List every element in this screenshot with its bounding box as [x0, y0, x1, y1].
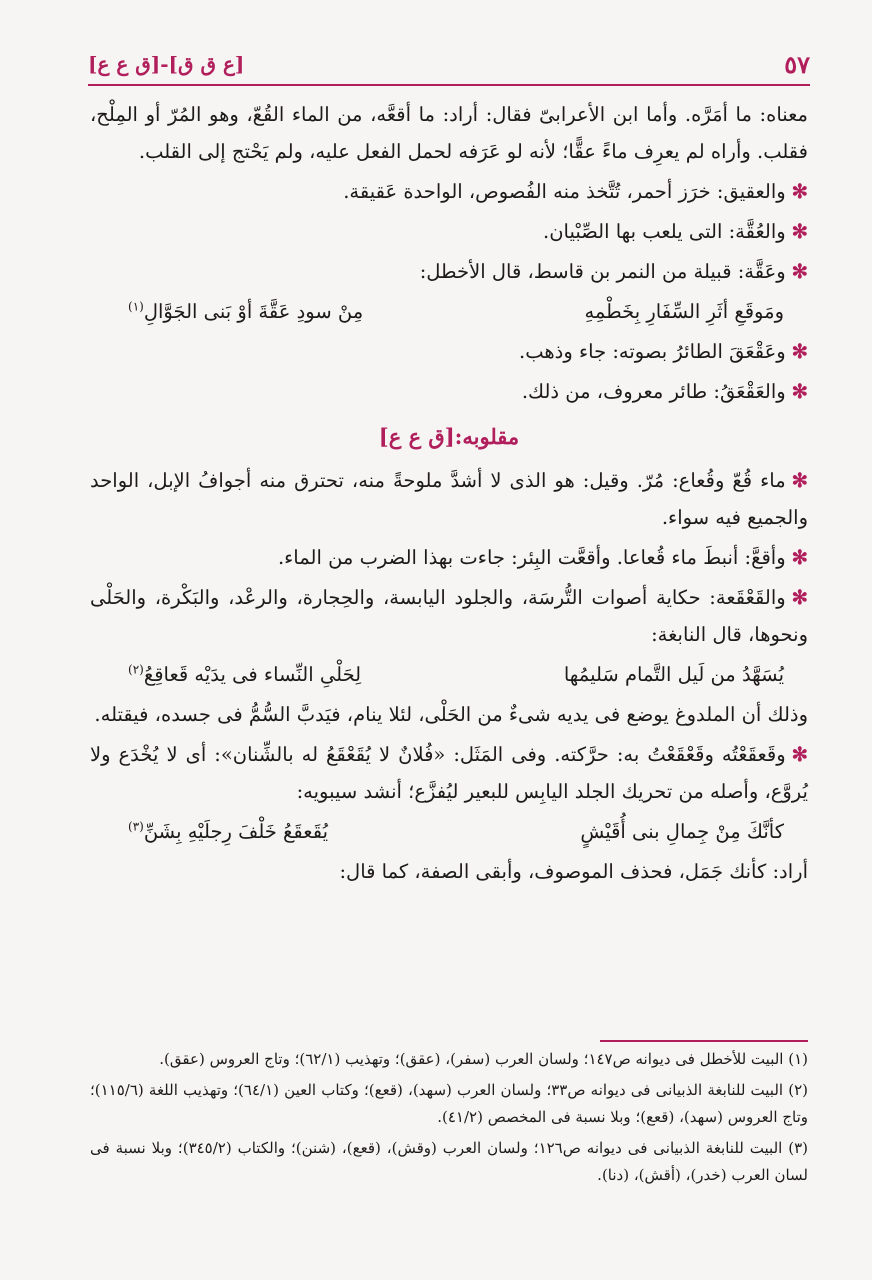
header-rule — [88, 84, 810, 86]
entry: ✻وأقعَّ: أنبطَ ماء قُعاعا. وأقعَّت البِئر: جاءت بهذا الضرب من الماء. — [277, 546, 808, 569]
footnote-ref: (١) — [128, 299, 144, 314]
section-heading: مقلوبه:[ق ع ع] — [378, 424, 520, 449]
footnote: (٢) البيت للنابغة الذبيانى فى ديوانه ص٣٣؛ ولسان العرب (سهد)، (قعع)؛ وكتاب العين (٦٤/١)؛ وتهذيب اللغة (١١٥/٦)؛ وتاج العروس (سهد)، (قعع)؛ وبلا نسبة فى المخصص (٤١/٢). — [90, 1081, 808, 1126]
entry: ✻وعَقْعَقَ الطائرُ بصوته: جاء وذهب. — [519, 340, 808, 363]
entry-marker-icon: ✻ — [791, 180, 808, 203]
poem-verse — [90, 656, 808, 693]
main-text — [90, 96, 808, 893]
entry: ✻والعُقَّة: التى يلعب بها الصِّبْيان. — [543, 220, 808, 243]
entry-marker-icon: ✻ — [791, 340, 808, 363]
page-number: ٥٧ — [784, 49, 810, 79]
entry: ✻وقَعقَعْتُه وقَعْقَعْتُ به: حرَّكته. وفى المَثَل: «فُلانٌ لا يُقَعْقَعُ له بالشِّنان»: أى لا يُخْدَع ولا يُروَّع، وأصله من تحريك الجلد اليابِس للبعير ليُفزَّع؛ أنشد سيبويه: — [90, 743, 808, 803]
entry: ✻والقَعْقَعة: حكاية أصوات التُّرسَة، والجلود اليابسة، والحِجارة، والرعْد، والبَكْرة، والحَلْى ونحوها، قال النابغة: — [90, 586, 808, 646]
verse-hemistich: لِحَلْىِ النِّساء فى يدَيْه قَعاقِعُ$^{(٢)}$ — [128, 662, 362, 686]
entry: ✻والعَقْعَقُ: طائر معروف، من ذلك. — [521, 380, 808, 403]
entry-marker-icon: ✻ — [791, 260, 808, 283]
paragraph: أراد: كأنك جَمَل، فحذف الموصوف، وأبقى الصفة، كما قال: — [339, 860, 808, 883]
page-header — [88, 48, 810, 80]
paragraph: وذلك أن الملدوغ يوضع فى يديه شىءٌ من الحَلْى، لئلا ينام، فيَدبَّ السُّمُّ فى جسده، فيقتله. — [94, 703, 808, 726]
footnote-rule — [600, 1040, 808, 1042]
entry: ✻ماء قُعّ وقُعاع: مُرّ. وقيل: هو الذى لا أشدَّ ملوحةً منه، تحترق منه أجوافُ الإبل، الواحد والجميع فيه سواء. — [90, 469, 808, 529]
poem-verse — [90, 813, 808, 850]
verse-hemistich: يُسَهَّدُ من لَيل التَّمام سَليمُها — [563, 663, 784, 686]
entry-marker-icon: ✻ — [791, 220, 808, 243]
entry-marker-icon: ✻ — [791, 586, 808, 609]
footnote-ref: (٣) — [128, 819, 144, 834]
verse-hemistich: يُقَعقَعُ خَلْفَ رِجلَيْهِ بِشَنِّ$^{(٣)}$ — [128, 819, 328, 843]
entry-marker-icon: ✻ — [791, 380, 808, 403]
poem-verse — [90, 293, 808, 330]
entry-marker-icon: ✻ — [791, 743, 808, 766]
footnote: (١) البيت للأخطل فى ديوانه ص١٤٧؛ ولسان العرب (سفر)، (عقق)؛ وتهذيب (٦٢/١)؛ وتاج العروس (عقق). — [159, 1050, 808, 1068]
verse-hemistich: كأنَّكَ مِنْ جِمالِ بنى أُقَيْشٍ — [580, 820, 784, 843]
footnotes — [90, 1046, 808, 1193]
entry-marker-icon: ✻ — [791, 469, 808, 492]
paragraph: معناه: ما أمَرَّه. وأما ابن الأعرابىّ فقال: أراد: ما أقعَّه، من الماء القُعّ، وهو المُرّ أو المِلْح، فقلب. وأراه لم يعرِف ماءً عقًّا؛ لأنه لو عَرَفه لحمل الفعل عليه، ولم يَحْتج إلى القلب. — [90, 103, 808, 163]
footnote-ref: (٢) — [128, 662, 144, 677]
entry: ✻والعقيق: خرَز أحمر، تُتَّخذ منه الفُصوص، الواحدة عَقيقة. — [343, 180, 808, 203]
entry: ✻وعَقَّة: قبيلة من النمر بن قاسط، قال الأخطل: — [419, 260, 808, 283]
running-head: [ع ق ق]-[ق ع ع] — [88, 52, 245, 76]
entry-marker-icon: ✻ — [791, 546, 808, 569]
verse-hemistich: ومَوقَعِ أثَرِ السِّفَارِ بِخَطْمِهِ — [584, 300, 784, 323]
verse-hemistich: مِنْ سودِ عَقَّةَ أوْ بَنى الجَوَّالِ$^{(١)}$ — [128, 299, 364, 323]
footnote: (٣) البيت للنابغة الذبيانى فى ديوانه ص١٢٦؛ ولسان العرب (وقش)، (قعع)، (شنن)؛ والكتاب (٣٤٥/٢)؛ وبلا نسبة فى لسان العرب (خدر)، (أقش)، (دنا). — [90, 1139, 809, 1184]
